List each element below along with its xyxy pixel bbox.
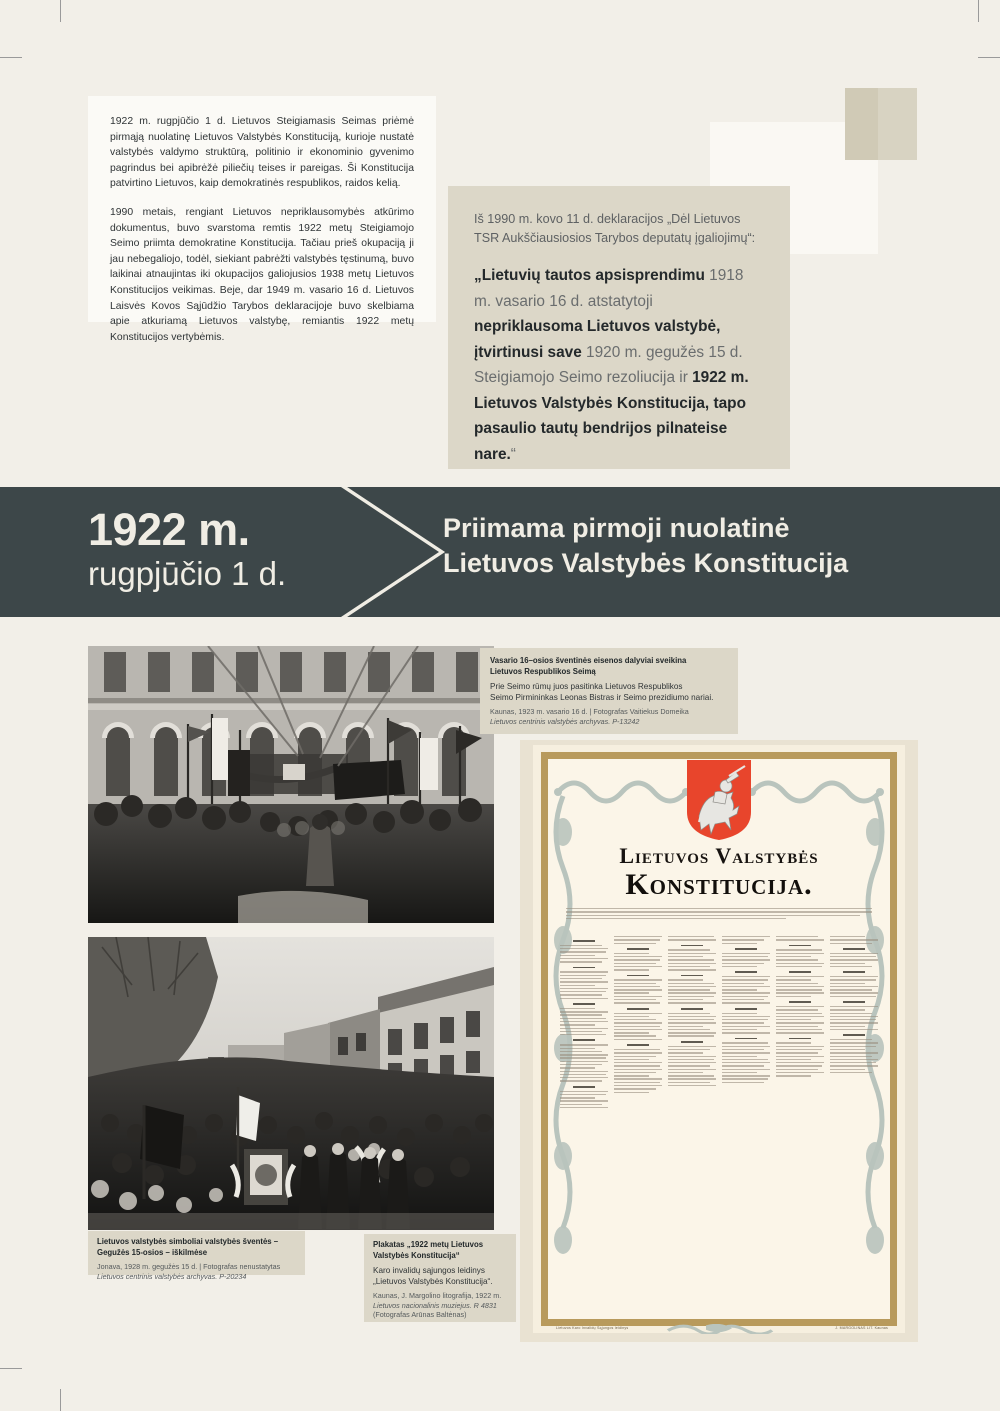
quote-segment-0: „Lietuvių tautos apsisprendimu xyxy=(474,267,705,284)
caption-desc-line-2: Seimo Pirmininkas Leonas Bistras ir Seimo prezidiumo nariai. xyxy=(490,693,714,703)
crop-mark-tr-h xyxy=(978,57,1000,58)
poster-column xyxy=(560,936,608,1296)
photo-state-symbols-celebration xyxy=(88,937,494,1230)
quote-body xyxy=(474,263,764,467)
banner-headline-line-2: Lietuvos Valstybės Konstitucija xyxy=(443,548,849,578)
caption-title-line-1: Lietuvos valstybės simboliai valstybės šventės – xyxy=(97,1237,279,1246)
banner-headline-line-1: Priimama pirmoji nuolatinė xyxy=(443,513,790,543)
caption-photo-state-symbols xyxy=(88,1231,305,1281)
chevron-right-icon xyxy=(330,487,460,617)
quote-source xyxy=(474,210,764,247)
photo-constitution-poster xyxy=(520,740,918,1342)
event-banner xyxy=(0,487,1000,617)
quote-segment-2: nepriklausoma Lietuvos valstybė, įtvirtinusi save xyxy=(474,318,721,361)
caption-title-line-1: Vasario 16–osios šventinės eisenos dalyviai sveikina xyxy=(490,656,687,665)
photo-seimas-greeting xyxy=(88,646,494,923)
caption-description xyxy=(490,681,728,703)
caption-title-line-2: Valstybės Konstitucija“ xyxy=(373,1250,460,1260)
caption-title-line-2: Gegužės 15-osios – iškilmėse xyxy=(97,1247,208,1257)
poster-footer-right: J. MARGOLINAS LIT. Kaunas xyxy=(835,1326,888,1330)
poster-title-lower: Konstitucija. xyxy=(625,868,813,901)
caption-credit-line-2: Lietuvos centrinis valstybės archyvas. P-20234 xyxy=(97,1271,247,1281)
poster-column xyxy=(776,936,824,1296)
caption-credit-line-1: Kaunas, 1923 m. vasario 16 d. | Fotografas Vaitiekus Domeika xyxy=(490,707,689,717)
intro-text-block xyxy=(88,96,436,343)
caption-title xyxy=(97,1237,296,1258)
caption-photo-seimas-greeting xyxy=(480,648,738,734)
quote-segment-3: 1920 m. gegužės 15 d. Steigiamojo Seimo rezoliucija ir xyxy=(474,343,743,386)
banner-year: 1922 m. xyxy=(88,504,250,555)
poster-footer-left: Lietuvos Karo Invalidų Sąjungos leidinys xyxy=(556,1326,629,1330)
poster-column xyxy=(830,936,878,1296)
quote-source-line-1: Iš 1990 m. kovo 11 d. deklaracijos xyxy=(474,212,664,226)
quote-source-line-3: deputatų įgaliojimų“: xyxy=(642,230,756,245)
caption-credit-line-1: Kaunas, J. Margolino litografija, 1922 m. xyxy=(373,1291,502,1301)
poster-title-upper: Lietuvos Valstybės xyxy=(619,843,819,868)
quote-segment-5: “ xyxy=(510,445,516,463)
poster-column xyxy=(614,936,662,1296)
crop-mark-tl-h xyxy=(0,57,22,58)
banner-headline xyxy=(443,511,963,581)
caption-credit-line-2: Lietuvos centrinis valstybės archyvas. P-13242 xyxy=(490,716,640,726)
intro-paragraph-2: 1990 metais, rengiant Lietuvos nepriklausomybės atkūrimo dokumentus, buvo svarstoma remtis 1922 metų Steigiamojo Seimo priimta demokratine Konstitucija. Tačiau prieš okupaciją ji jau nebegaliojo, todėl, siekiant pabrėžti valstybės tęstinumą, buvo laikinai atnaujintas iki okupacijos galiojusios 1938 metų Lietuvos Konstitucijos veikimas. Beje, dar 1949 m. vasario 16 d. Lietuvos Laisvės Kovos Sąjūdžio Tarybos deklaracijoje buvo skelbiama apie atkuriamą Lietuvos valstybę, remiantis 1922 metų Konstitucijos vertybėmis. xyxy=(110,206,414,343)
caption-desc-line-2: „Lietuvos Valstybės Konstitucija“. xyxy=(373,1277,493,1287)
crop-mark-tl-v xyxy=(60,0,61,22)
caption-description xyxy=(373,1265,507,1287)
caption-credit xyxy=(97,1262,296,1281)
intro-paragraph-1: 1922 m. rugpjūčio 1 d. Lietuvos Steigiamasis Seimas priėmė pirmąją nuolatinę Lietuvos Valstybės Konstituciją, kurioje nustatė valstybės valdymo struktūrą, politinio ir ekonominio gyvenimo pagrindus bei apibrėžė piliečių teises ir pareigas. Ši Konstitucija patvirtino Lietuvos, kaip demokratinės respublikos, raidos kelią. xyxy=(110,116,414,190)
crop-mark-tr-v xyxy=(978,0,979,22)
poster-preamble-text xyxy=(566,908,872,930)
banner-day: rugpjūčio 1 d. xyxy=(88,555,287,592)
caption-constitution-poster xyxy=(364,1234,516,1322)
crop-mark-bl-v xyxy=(60,1389,61,1411)
caption-title-line-1: Plakatas „1922 metų Lietuvos xyxy=(373,1240,484,1249)
caption-title-line-2: Lietuvos Respublikos Seimą xyxy=(490,666,596,676)
decorative-square-overlap xyxy=(845,88,878,160)
caption-title xyxy=(373,1240,507,1261)
poster-article-columns xyxy=(560,936,878,1296)
caption-credit-line-2: Lietuvos nacionalinis muziejus. R 4831 xyxy=(373,1300,497,1310)
caption-title xyxy=(490,656,728,677)
caption-credit xyxy=(490,707,728,726)
crop-mark-bl-h xyxy=(0,1368,22,1369)
caption-credit-line-3: (Fotografas Arūnas Baltėnas) xyxy=(373,1310,467,1320)
vytis-coat-of-arms-icon xyxy=(685,758,753,842)
quote-source-line-2: „Dėl Lietuvos TSR Aukščiausiosios Tarybos xyxy=(474,212,741,245)
quote-segment-1: 1918 m. vasario 16 d. atstatytoji xyxy=(474,267,744,310)
quote-block xyxy=(448,186,790,469)
caption-desc-line-1: Prie Seimo rūmų juos pasitinka Lietuvos Respublikos xyxy=(490,682,683,692)
quote-segment-4: 1922 m. Lietuvos Valstybės Konstitucija, tapo pasaulio tautų bendrijos pilnateise nare. xyxy=(474,369,749,463)
caption-credit-line-1: Jonava, 1928 m. gegužės 15 d. | Fotografas nenustatytas xyxy=(97,1262,281,1272)
poster-column xyxy=(668,936,716,1296)
caption-credit xyxy=(373,1291,507,1320)
poster-column xyxy=(722,936,770,1296)
caption-desc-line-1: Karo invalidų sąjungos leidinys xyxy=(373,1266,485,1276)
